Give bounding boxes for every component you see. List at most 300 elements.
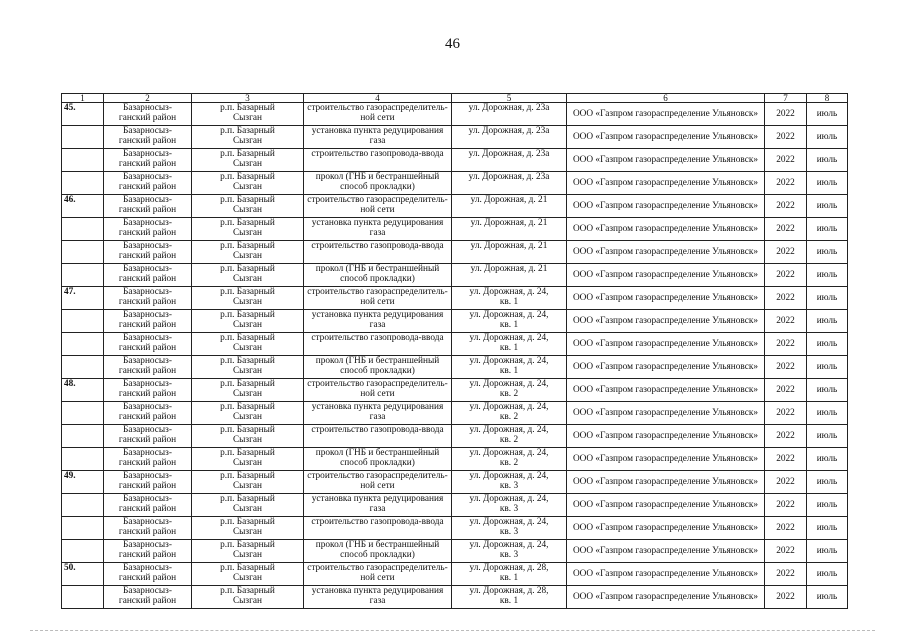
organization-cell-line: ООО «Газпром газораспределение Ульяновск» — [572, 339, 759, 349]
work-cell — [304, 333, 452, 356]
address-cell — [452, 517, 567, 540]
district-cell-line: ганский район — [118, 159, 177, 169]
settlement-cell-line: р.п. Базарный — [220, 218, 275, 228]
month-cell — [807, 379, 848, 402]
work-cell-line: ной сети — [360, 389, 395, 399]
year-cell — [765, 287, 807, 310]
work-cell — [304, 448, 452, 471]
settlement-cell — [192, 218, 304, 241]
settlement-cell-line: р.п. Базарный — [220, 356, 275, 366]
address-cell-line: ул. Дорожная, д. 24, — [469, 448, 549, 458]
district-cell-line: Базарносыз- — [123, 448, 172, 458]
work-cell-line: установка пункта редуцирования — [311, 126, 444, 136]
year-cell — [765, 195, 807, 218]
settlement-cell — [192, 264, 304, 287]
row-number — [62, 494, 104, 517]
table-header-row — [62, 94, 848, 103]
year-cell — [765, 540, 807, 563]
month-cell-line: июль — [816, 247, 838, 257]
month-cell — [807, 494, 848, 517]
table-row — [62, 103, 848, 126]
row-number — [62, 149, 104, 172]
work-cell-line: прокол (ГНБ и бестраншейный — [315, 264, 440, 274]
settlement-cell-line: Сызган — [232, 136, 263, 146]
address-cell — [452, 494, 567, 517]
table-row — [62, 448, 848, 471]
month-cell-line: июль — [816, 178, 838, 188]
settlement-cell — [192, 149, 304, 172]
year-cell — [765, 333, 807, 356]
district-cell-line: Базарносыз- — [123, 517, 172, 527]
year-cell — [765, 563, 807, 586]
work-cell — [304, 264, 452, 287]
settlement-cell-line: Сызган — [232, 504, 263, 514]
month-cell — [807, 563, 848, 586]
year-cell — [765, 448, 807, 471]
settlement-cell — [192, 586, 304, 609]
organization-cell — [567, 218, 765, 241]
table-row — [62, 425, 848, 448]
row-number-line: 45. — [64, 103, 76, 113]
col-header-6: 6 — [567, 94, 765, 103]
work-cell-line: прокол (ГНБ и бестраншейный — [315, 172, 440, 182]
district-cell-line: ганский район — [118, 481, 177, 491]
year-cell — [765, 241, 807, 264]
district-cell-line: ганский район — [118, 297, 177, 307]
district-cell-line: Базарносыз- — [123, 126, 172, 136]
district-cell-line: Базарносыз- — [123, 333, 172, 343]
settlement-cell-line: Сызган — [232, 113, 263, 123]
settlement-cell-line: Сызган — [232, 205, 263, 215]
address-cell — [452, 103, 567, 126]
year-cell — [765, 310, 807, 333]
work-cell-line: строительство газораспределитель- — [307, 195, 448, 205]
district-cell-line: ганский район — [118, 182, 177, 192]
district-cell — [104, 471, 192, 494]
settlement-cell — [192, 241, 304, 264]
settlement-cell — [192, 379, 304, 402]
work-cell — [304, 379, 452, 402]
month-cell-line: июль — [816, 592, 838, 602]
year-cell-line: 2022 — [776, 523, 795, 533]
month-cell — [807, 103, 848, 126]
settlement-cell — [192, 494, 304, 517]
year-cell-line: 2022 — [776, 385, 795, 395]
table-row — [62, 149, 848, 172]
organization-cell — [567, 540, 765, 563]
address-cell-line: кв. 2 — [499, 412, 519, 422]
table-row — [62, 310, 848, 333]
district-cell — [104, 356, 192, 379]
col-header-3: 3 — [192, 94, 304, 103]
work-cell — [304, 540, 452, 563]
address-cell — [452, 448, 567, 471]
table-row — [62, 241, 848, 264]
organization-cell-line: ООО «Газпром газораспределение Ульяновск» — [572, 270, 759, 280]
settlement-cell-line: р.п. Базарный — [220, 540, 275, 550]
organization-cell-line: ООО «Газпром газораспределение Ульяновск» — [572, 247, 759, 257]
work-cell-line: способ прокладки) — [340, 366, 415, 376]
year-cell — [765, 264, 807, 287]
row-number — [62, 103, 104, 126]
settlement-cell — [192, 172, 304, 195]
organization-cell-line: ООО «Газпром газораспределение Ульяновск» — [572, 293, 759, 303]
row-number-line: 46. — [64, 195, 76, 205]
organization-cell-line: ООО «Газпром газораспределение Ульяновск» — [572, 201, 759, 211]
settlement-cell-line: Сызган — [232, 435, 263, 445]
month-cell-line: июль — [816, 109, 838, 119]
address-cell-line: ул. Дорожная, д. 21 — [470, 241, 548, 251]
year-cell-line: 2022 — [776, 224, 795, 234]
row-number — [62, 218, 104, 241]
settlement-cell — [192, 287, 304, 310]
work-cell-line: газа — [369, 136, 386, 146]
address-cell-line: ул. Дорожная, д. 24, — [469, 425, 549, 435]
district-cell-line: Базарносыз- — [123, 287, 172, 297]
work-cell-line: прокол (ГНБ и бестраншейный — [315, 356, 440, 366]
district-cell-line: ганский район — [118, 389, 177, 399]
district-cell-line: Базарносыз- — [123, 241, 172, 251]
address-cell-line: кв. 3 — [499, 550, 519, 560]
address-cell — [452, 333, 567, 356]
work-cell — [304, 149, 452, 172]
district-cell-line: Базарносыз- — [123, 103, 172, 113]
organization-cell — [567, 333, 765, 356]
work-cell — [304, 310, 452, 333]
work-cell-line: ной сети — [360, 113, 395, 123]
work-cell — [304, 241, 452, 264]
year-cell-line: 2022 — [776, 293, 795, 303]
row-number-line: 50. — [64, 563, 76, 573]
month-cell-line: июль — [816, 316, 838, 326]
month-cell-line: июль — [816, 500, 838, 510]
district-cell-line: Базарносыз- — [123, 586, 172, 596]
district-cell-line: ганский район — [118, 251, 177, 261]
organization-cell-line: ООО «Газпром газораспределение Ульяновск» — [572, 477, 759, 487]
settlement-cell-line: Сызган — [232, 573, 263, 583]
settlement-cell-line: р.п. Базарный — [220, 379, 275, 389]
settlement-cell-line: р.п. Базарный — [220, 494, 275, 504]
year-cell — [765, 517, 807, 540]
address-cell-line: ул. Дорожная, д. 24, — [469, 540, 549, 550]
district-cell-line: Базарносыз- — [123, 356, 172, 366]
address-cell-line: кв. 1 — [499, 343, 519, 353]
month-cell-line: июль — [816, 362, 838, 372]
organization-cell-line: ООО «Газпром газораспределение Ульяновск» — [572, 500, 759, 510]
settlement-cell — [192, 402, 304, 425]
work-cell-line: строительство газопровода-ввода — [311, 425, 444, 435]
settlement-cell-line: Сызган — [232, 274, 263, 284]
work-cell — [304, 218, 452, 241]
settlement-cell-line: р.п. Базарный — [220, 149, 275, 159]
month-cell — [807, 287, 848, 310]
col-header-1: 1 — [62, 94, 104, 103]
table-row — [62, 264, 848, 287]
month-cell-line: июль — [816, 155, 838, 165]
district-cell-line: ганский район — [118, 366, 177, 376]
settlement-cell-line: Сызган — [232, 481, 263, 491]
district-cell-line: Базарносыз- — [123, 172, 172, 182]
district-cell — [104, 494, 192, 517]
month-cell-line: июль — [816, 569, 838, 579]
month-cell-line: июль — [816, 201, 838, 211]
table-row — [62, 356, 848, 379]
month-cell — [807, 471, 848, 494]
address-cell-line: кв. 2 — [499, 389, 519, 399]
work-cell-line: газа — [369, 228, 386, 238]
district-cell — [104, 264, 192, 287]
work-cell — [304, 563, 452, 586]
organization-cell — [567, 172, 765, 195]
settlement-cell — [192, 471, 304, 494]
work-cell — [304, 172, 452, 195]
district-cell — [104, 310, 192, 333]
settlement-cell-line: Сызган — [232, 458, 263, 468]
month-cell — [807, 517, 848, 540]
district-cell — [104, 333, 192, 356]
organization-cell-line: ООО «Газпром газораспределение Ульяновск» — [572, 546, 759, 556]
year-cell-line: 2022 — [776, 316, 795, 326]
organization-cell-line: ООО «Газпром газораспределение Ульяновск» — [572, 178, 759, 188]
year-cell-line: 2022 — [776, 362, 795, 372]
organization-cell-line: ООО «Газпром газораспределение Ульяновск» — [572, 454, 759, 464]
work-cell-line: ной сети — [360, 297, 395, 307]
work-cell — [304, 195, 452, 218]
district-cell-line: ганский район — [118, 113, 177, 123]
organization-cell-line: ООО «Газпром газораспределение Ульяновск» — [572, 155, 759, 165]
organization-cell — [567, 471, 765, 494]
district-cell — [104, 540, 192, 563]
district-cell-line: Базарносыз- — [123, 149, 172, 159]
district-cell-line: Базарносыз- — [123, 402, 172, 412]
address-cell-line: ул. Дорожная, д. 24, — [469, 402, 549, 412]
settlement-cell-line: р.п. Базарный — [220, 448, 275, 458]
organization-cell-line: ООО «Газпром газораспределение Ульяновск» — [572, 224, 759, 234]
district-cell — [104, 126, 192, 149]
work-cell-line: газа — [369, 596, 386, 606]
settlement-cell-line: р.п. Базарный — [220, 402, 275, 412]
work-cell — [304, 471, 452, 494]
settlement-cell-line: р.п. Базарный — [220, 563, 275, 573]
work-cell — [304, 287, 452, 310]
settlement-cell-line: р.п. Базарный — [220, 172, 275, 182]
district-cell-line: Базарносыз- — [123, 563, 172, 573]
work-cell-line: строительство газопровода-ввода — [311, 241, 444, 251]
settlement-cell — [192, 540, 304, 563]
address-cell-line: кв. 3 — [499, 527, 519, 537]
table-row — [62, 287, 848, 310]
district-cell — [104, 195, 192, 218]
month-cell-line: июль — [816, 546, 838, 556]
col-header-4: 4 — [304, 94, 452, 103]
address-cell-line: ул. Дорожная, д. 24, — [469, 517, 549, 527]
district-cell-line: Базарносыз- — [123, 425, 172, 435]
district-cell-line: ганский район — [118, 274, 177, 284]
work-cell-line: строительство газопровода-ввода — [311, 517, 444, 527]
row-number — [62, 402, 104, 425]
table-row — [62, 379, 848, 402]
settlement-cell-line: Сызган — [232, 343, 263, 353]
year-cell-line: 2022 — [776, 431, 795, 441]
work-cell-line: строительство газораспределитель- — [307, 471, 448, 481]
table-row — [62, 333, 848, 356]
year-cell — [765, 402, 807, 425]
work-cell-line: строительство газопровода-ввода — [311, 333, 444, 343]
district-cell — [104, 448, 192, 471]
district-cell — [104, 586, 192, 609]
address-cell-line: ул. Дорожная, д. 23а — [468, 103, 550, 113]
month-cell-line: июль — [816, 293, 838, 303]
settlement-cell — [192, 126, 304, 149]
month-cell — [807, 310, 848, 333]
address-cell — [452, 425, 567, 448]
district-cell-line: ганский район — [118, 136, 177, 146]
address-cell-line: ул. Дорожная, д. 24, — [469, 471, 549, 481]
settlement-cell-line: р.п. Базарный — [220, 471, 275, 481]
col-header-5: 5 — [452, 94, 567, 103]
row-number — [62, 241, 104, 264]
organization-cell-line: ООО «Газпром газораспределение Ульяновск» — [572, 132, 759, 142]
district-cell — [104, 103, 192, 126]
col-header-7: 7 — [765, 94, 807, 103]
month-cell-line: июль — [816, 224, 838, 234]
month-cell-line: июль — [816, 132, 838, 142]
work-cell-line: ной сети — [360, 573, 395, 583]
work-cell-line: ной сети — [360, 481, 395, 491]
row-number — [62, 540, 104, 563]
year-cell — [765, 149, 807, 172]
table-row — [62, 218, 848, 241]
district-cell-line: ганский район — [118, 550, 177, 560]
work-cell — [304, 356, 452, 379]
month-cell-line: июль — [816, 523, 838, 533]
organization-cell — [567, 103, 765, 126]
address-cell-line: ул. Дорожная, д. 24, — [469, 379, 549, 389]
month-cell — [807, 425, 848, 448]
row-number — [62, 586, 104, 609]
address-cell-line: ул. Дорожная, д. 28, — [469, 563, 549, 573]
address-cell-line: ул. Дорожная, д. 24, — [469, 494, 549, 504]
address-cell-line: кв. 1 — [499, 596, 519, 606]
month-cell-line: июль — [816, 385, 838, 395]
district-cell-line: ганский район — [118, 596, 177, 606]
district-cell — [104, 563, 192, 586]
work-cell-line: газа — [369, 412, 386, 422]
organization-cell — [567, 241, 765, 264]
month-cell — [807, 218, 848, 241]
organization-cell-line: ООО «Газпром газораспределение Ульяновск» — [572, 362, 759, 372]
work-cell — [304, 517, 452, 540]
row-number — [62, 126, 104, 149]
district-cell-line: Базарносыз- — [123, 540, 172, 550]
year-cell-line: 2022 — [776, 408, 795, 418]
district-cell-line: ганский район — [118, 228, 177, 238]
year-cell — [765, 471, 807, 494]
row-number — [62, 379, 104, 402]
row-number-line: 49. — [64, 471, 76, 481]
year-cell-line: 2022 — [776, 201, 795, 211]
row-number — [62, 310, 104, 333]
district-cell — [104, 425, 192, 448]
district-cell — [104, 517, 192, 540]
settlement-cell-line: р.п. Базарный — [220, 310, 275, 320]
address-cell — [452, 471, 567, 494]
district-cell — [104, 379, 192, 402]
settlement-cell — [192, 333, 304, 356]
month-cell — [807, 264, 848, 287]
work-cell-line: прокол (ГНБ и бестраншейный — [315, 448, 440, 458]
organization-cell — [567, 586, 765, 609]
month-cell — [807, 241, 848, 264]
year-cell-line: 2022 — [776, 270, 795, 280]
month-cell-line: июль — [816, 270, 838, 280]
district-cell — [104, 241, 192, 264]
settlement-cell-line: р.п. Базарный — [220, 586, 275, 596]
address-cell — [452, 241, 567, 264]
address-cell-line: ул. Дорожная, д. 24, — [469, 356, 549, 366]
address-cell-line: кв. 1 — [499, 297, 519, 307]
district-cell-line: Базарносыз- — [123, 310, 172, 320]
settlement-cell-line: Сызган — [232, 228, 263, 238]
address-cell — [452, 563, 567, 586]
year-cell-line: 2022 — [776, 178, 795, 188]
district-cell-line: ганский район — [118, 435, 177, 445]
settlement-cell-line: Сызган — [232, 159, 263, 169]
year-cell — [765, 494, 807, 517]
organization-cell — [567, 264, 765, 287]
month-cell — [807, 540, 848, 563]
year-cell — [765, 218, 807, 241]
year-cell-line: 2022 — [776, 592, 795, 602]
settlement-cell — [192, 517, 304, 540]
year-cell — [765, 356, 807, 379]
district-cell-line: ганский район — [118, 412, 177, 422]
row-number — [62, 172, 104, 195]
month-cell-line: июль — [816, 477, 838, 487]
organization-cell — [567, 126, 765, 149]
work-cell-line: газа — [369, 504, 386, 514]
organization-cell — [567, 195, 765, 218]
work-cell-line: строительство газораспределитель- — [307, 379, 448, 389]
settlement-cell-line: р.п. Базарный — [220, 195, 275, 205]
address-cell — [452, 195, 567, 218]
year-cell — [765, 586, 807, 609]
settlement-cell-line: р.п. Базарный — [220, 517, 275, 527]
address-cell — [452, 218, 567, 241]
address-cell-line: ул. Дорожная, д. 21 — [470, 218, 548, 228]
page-number: 46 — [445, 36, 460, 52]
work-cell-line: способ прокладки) — [340, 182, 415, 192]
month-cell-line: июль — [816, 454, 838, 464]
settlement-cell-line: Сызган — [232, 596, 263, 606]
work-cell — [304, 126, 452, 149]
work-cell — [304, 586, 452, 609]
district-cell-line: ганский район — [118, 573, 177, 583]
district-cell-line: Базарносыз- — [123, 264, 172, 274]
settlement-cell — [192, 310, 304, 333]
table-row — [62, 471, 848, 494]
work-cell — [304, 103, 452, 126]
address-cell-line: кв. 1 — [499, 573, 519, 583]
settlement-cell-line: Сызган — [232, 320, 263, 330]
month-cell-line: июль — [816, 339, 838, 349]
address-cell-line: ул. Дорожная, д. 23а — [468, 172, 550, 182]
address-cell-line: кв. 2 — [499, 435, 519, 445]
work-cell-line: газа — [369, 320, 386, 330]
organization-cell — [567, 379, 765, 402]
year-cell-line: 2022 — [776, 454, 795, 464]
address-cell — [452, 287, 567, 310]
